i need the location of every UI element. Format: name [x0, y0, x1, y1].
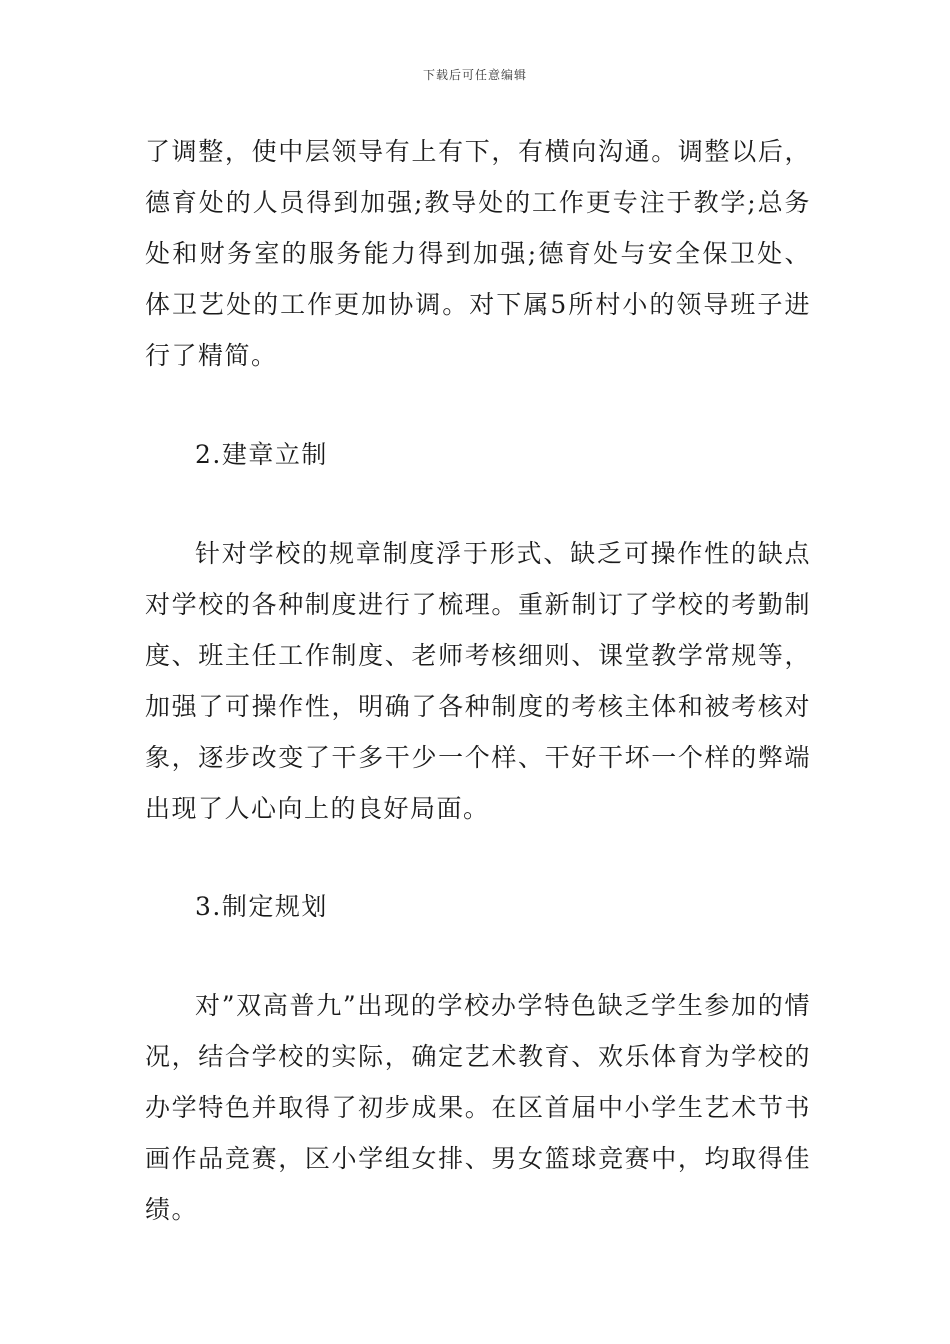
paragraph-3: 对”双高普九”出现的学校办学特色缺乏学生参加的情况，结合学校的实际，确定艺术教育、欢乐体育为学校的办学特色并取得了初步成果。在区首届中小学生艺术节书画作品竞赛，区小学组女排、男女篮球竞赛中，均取得佳绩。 — [145, 991, 811, 1224]
paragraph-1: 了调整，使中层领导有上有下，有横向沟通。调整以后，德育处的人员得到加强;教导处的工作更专注于教学;总务处和财务室的服务能力得到加强;德育处与安全保卫处、体卫艺处的工作更加协调。对下属5所村小的领导班子进行了精简。 — [145, 137, 811, 370]
section-heading-3: 3.制定规划 — [195, 892, 328, 921]
document-body — [145, 126, 811, 1235]
paragraph-2: 针对学校的规章制度浮于形式、缺乏可操作性的缺点对学校的各种制度进行了梳理。重新制订了学校的考勤制度、班主任工作制度、老师考核细则、课堂教学常规等，加强了可操作性，明确了各种制度的考核主体和被考核对象，逐步改变了干多干少一个样、干好干坏一个样的弊端出现了人心向上的良好局面。 — [145, 539, 811, 823]
section-heading-2: 2.建章立制 — [195, 440, 328, 469]
header-note: 下载后可任意编辑 — [422, 68, 527, 82]
